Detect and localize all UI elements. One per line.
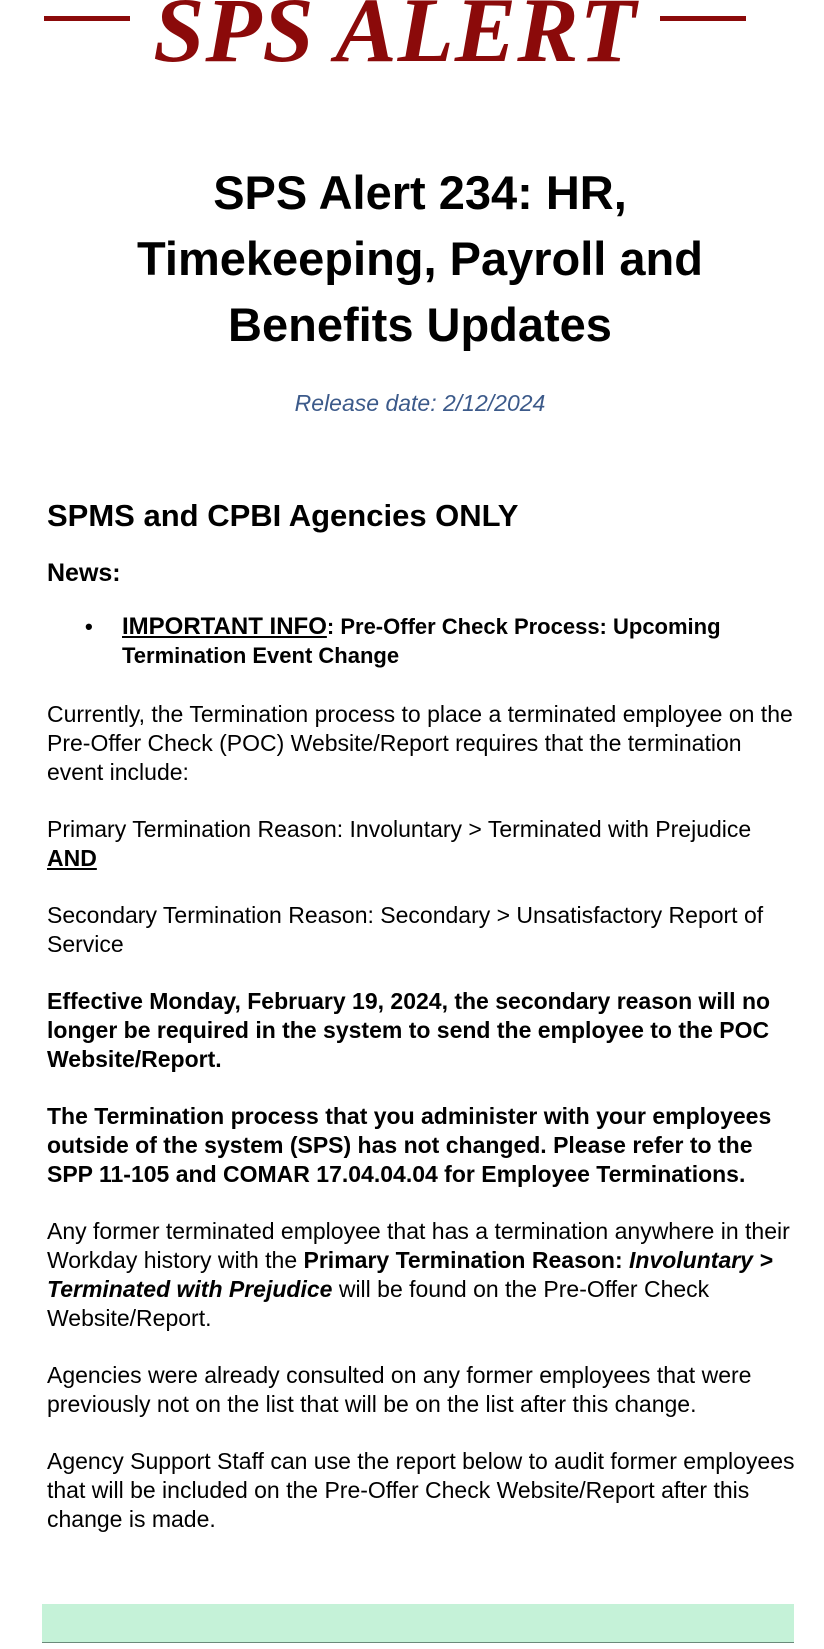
page-title: SPS Alert 234: HR, Timekeeping, Payroll and Benefits Updates: [137, 166, 703, 351]
sps-alert-banner: [0, 0, 824, 82]
paragraph-agencies-consulted: Agencies were already consulted on any former employees that were previously not on the list that will be on the list after this change.: [47, 1362, 752, 1417]
primary-reason-text: Primary Termination Reason: Involuntary > Terminated with Prejudice: [47, 816, 752, 842]
paragraph-process-unchanged: The Termination process that you administer with your employees outside of the system (SPS) has not changed. Please refer to the SPP 11-105 and COMAR 17.04.04.04 for Employee Terminations.: [47, 1103, 772, 1187]
important-info-label: IMPORTANT INFO: [122, 613, 327, 640]
paragraph-former-employees: [47, 1217, 797, 1333]
banner-right-rule: [660, 16, 746, 21]
banner-left-rule: [44, 16, 130, 21]
former-employees-tail: will be found on the Pre-Offer Check Website/Report.: [47, 1276, 710, 1331]
news-list: [47, 612, 797, 670]
banner-title: SPS ALERT: [153, 0, 637, 81]
bullet-separator: :: [326, 614, 341, 639]
bullet-text: Pre-Offer Check Process: Upcoming Termination Event Change: [122, 614, 721, 668]
paragraph-primary-reason: [47, 815, 797, 873]
alert-content: [47, 498, 797, 1562]
primary-reason-label: Primary Termination Reason:: [303, 1247, 630, 1273]
primary-reason-value: Involuntary > Terminated with Prejudice: [47, 1247, 773, 1302]
paragraph-effective-date: Effective Monday, February 19, 2024, the secondary reason will no longer be required in the system to send the employee to the POC Website/Report.: [47, 988, 771, 1072]
paragraph-secondary-reason: Secondary Termination Reason: Secondary > Unsatisfactory Report of Service: [47, 902, 764, 957]
former-employees-text: Any former terminated employee that has a termination anywhere in their Workday history with the: [47, 1218, 790, 1273]
news-heading: News:: [47, 559, 121, 587]
audience-heading: SPMS and CPBI Agencies ONLY: [47, 498, 519, 533]
and-emphasis: AND: [47, 845, 97, 871]
report-table-header: [42, 1604, 794, 1643]
bullet-icon: •: [85, 614, 93, 639]
paragraph-support-staff: Agency Support Staff can use the report below to audit former employees that will be included on the Pre-Offer Check Website/Report after this change is made.: [47, 1448, 795, 1532]
list-item: [47, 612, 797, 670]
release-date: Release date: 2/12/2024: [294, 390, 546, 416]
paragraph-current-process: Currently, the Termination process to place a terminated employee on the Pre-Offer Check (POC) Website/Report requires that the termination event include:: [47, 701, 793, 785]
